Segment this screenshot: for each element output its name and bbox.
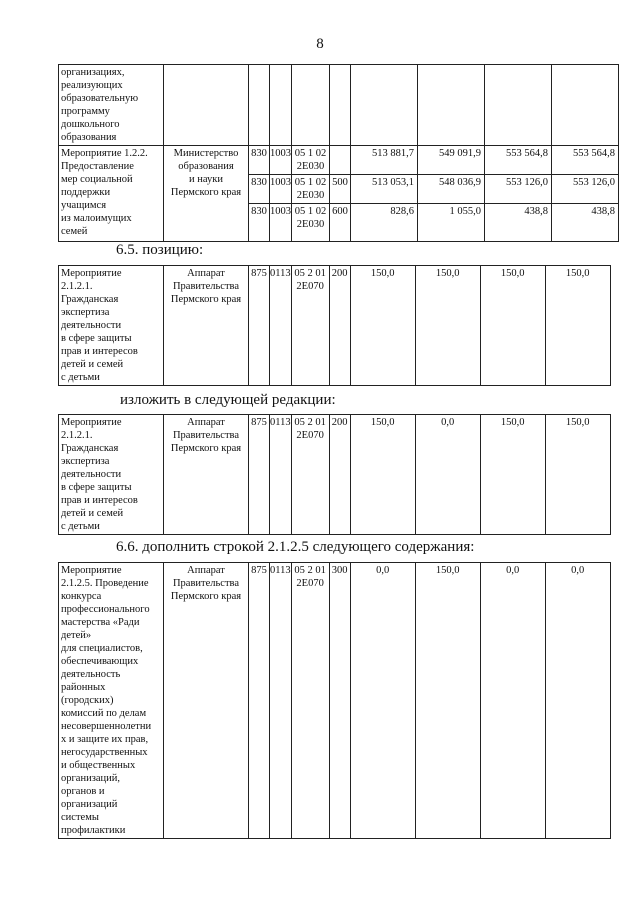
page-number: 8 [316, 36, 324, 52]
table-row [59, 146, 619, 175]
section-heading-6-5: 6.5. позицию: [116, 242, 204, 258]
gr-code-cell: 830 [249, 175, 270, 204]
cs-code-cell: 05 1 02 2Е030 [292, 146, 330, 175]
organization-cell: Министерство образования и науки Пермского края [164, 146, 249, 242]
organization-cell: Аппарат Правительства Пермского края [164, 266, 249, 386]
rz-code-cell: 1003 [270, 146, 292, 175]
value-cell: 553 564,8 [485, 146, 552, 175]
activity-name-cell: Мероприятие 2.1.2.5. Проведение конкурса профессионального мастерства «Ради детей» для специалистов, обеспечивающих деятельность районных (городских) комиссий по делам несовершеннолетни х и защите их прав, негосударственных и общественных организаций, органов и организаций системы профилактики [59, 563, 164, 839]
rz-code-cell: 0113 [270, 563, 292, 839]
gr-code-cell: 830 [249, 204, 270, 242]
gr-code-cell: 830 [249, 146, 270, 175]
value-cell: 150,0 [545, 266, 610, 386]
gr-code-cell: 875 [249, 563, 270, 839]
section-heading-new-edition: изложить в следующей редакции: [120, 392, 336, 408]
value-cell: 150,0 [350, 266, 415, 386]
value-cell: 548 036,9 [418, 175, 485, 204]
budget-table-2 [58, 265, 611, 386]
value-cell: 553 126,0 [552, 175, 619, 204]
organization-cell: Аппарат Правительства Пермского края [164, 415, 249, 535]
cs-code-cell: 05 1 02 2Е030 [292, 175, 330, 204]
value-cell: 828,6 [351, 204, 418, 242]
vr-code-cell: 600 [330, 204, 351, 242]
section-heading-6-6: 6.6. дополнить строкой 2.1.2.5 следующего содержания: [116, 539, 475, 555]
budget-table-1 [58, 64, 619, 242]
activity-name-cell: организациях, реализующих образовательную программу дошкольного образования [59, 65, 164, 146]
table-row-continuation [59, 65, 619, 146]
value-cell: 0,0 [350, 563, 415, 839]
value-cell: 150,0 [415, 266, 480, 386]
organization-cell: Аппарат Правительства Пермского края [164, 563, 249, 839]
vr-code-cell: 200 [329, 415, 350, 535]
cs-code-cell: 05 2 01 2Е070 [291, 266, 329, 386]
value-cell: 150,0 [350, 415, 415, 535]
value-cell: 150,0 [480, 415, 545, 535]
value-cell: 0,0 [480, 563, 545, 839]
value-cell: 150,0 [480, 266, 545, 386]
cs-code-cell: 05 2 01 2Е070 [291, 415, 329, 535]
table-row [59, 415, 611, 535]
table-row [59, 563, 611, 839]
activity-name-cell: Мероприятие 1.2.2. Предоставление мер социальной поддержки учащимся из малоимущих семей [59, 146, 164, 242]
cs-code-cell: 05 2 01 2Е070 [291, 563, 329, 839]
cs-code-cell: 05 1 02 2Е030 [292, 204, 330, 242]
rz-code-cell: 0113 [270, 266, 292, 386]
vr-code-cell: 500 [330, 175, 351, 204]
vr-code-cell: 200 [329, 266, 350, 386]
rz-code-cell: 1003 [270, 175, 292, 204]
budget-table-3 [58, 414, 611, 535]
gr-code-cell: 875 [249, 415, 270, 535]
activity-name-cell: Мероприятие 2.1.2.1. Гражданская экспертиза деятельности в сфере защиты прав и интересов детей и семей с детьми [59, 266, 164, 386]
value-cell: 150,0 [545, 415, 610, 535]
value-cell: 553 564,8 [552, 146, 619, 175]
activity-name-cell: Мероприятие 2.1.2.1. Гражданская экспертиза деятельности в сфере защиты прав и интересов детей и семей с детьми [59, 415, 164, 535]
value-cell: 513 881,7 [351, 146, 418, 175]
value-cell: 1 055,0 [418, 204, 485, 242]
value-cell: 150,0 [415, 563, 480, 839]
vr-code-cell [330, 146, 351, 175]
budget-table-4 [58, 562, 611, 839]
gr-code-cell: 875 [249, 266, 270, 386]
value-cell: 438,8 [552, 204, 619, 242]
value-cell: 549 091,9 [418, 146, 485, 175]
value-cell: 0,0 [545, 563, 610, 839]
value-cell: 553 126,0 [485, 175, 552, 204]
rz-code-cell: 0113 [270, 415, 292, 535]
value-cell: 0,0 [415, 415, 480, 535]
table-row [59, 266, 611, 386]
rz-code-cell: 1003 [270, 204, 292, 242]
value-cell: 438,8 [485, 204, 552, 242]
vr-code-cell: 300 [329, 563, 350, 839]
value-cell: 513 053,1 [351, 175, 418, 204]
